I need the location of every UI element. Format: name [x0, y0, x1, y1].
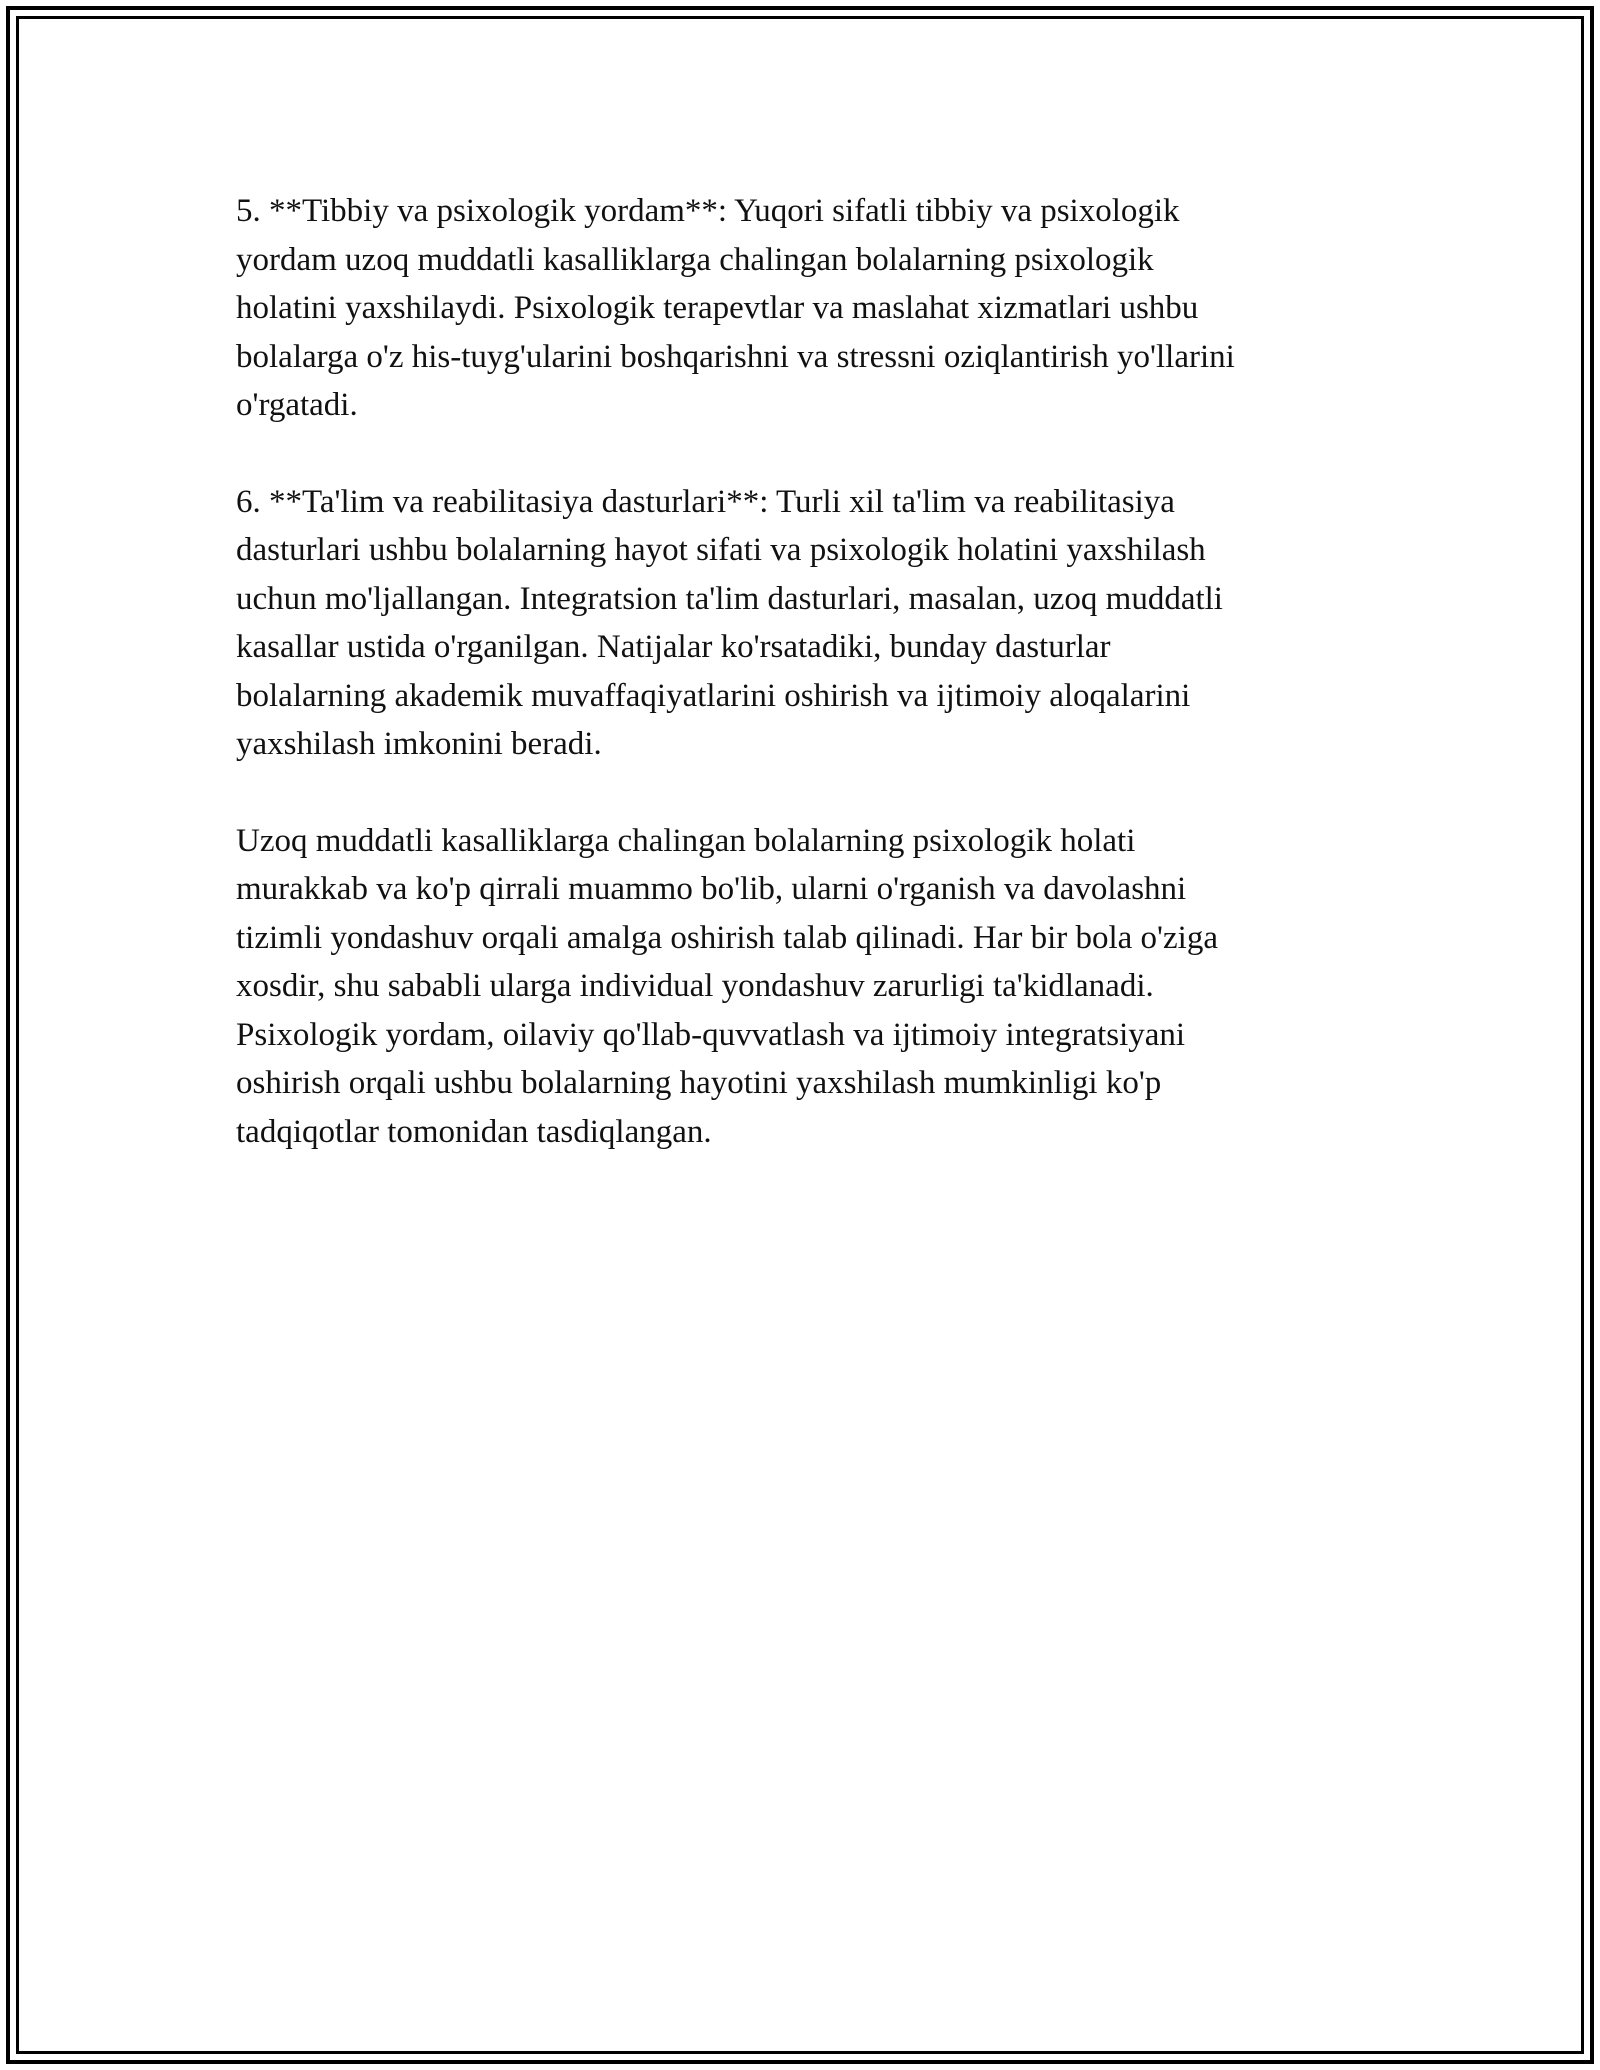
paragraph-education-rehabilitation-programs: 6. **Ta'lim va reabilitasiya dasturlari**: Turli xil ta'lim va reabilitasiya dasturlari ushbu bolalarning hayot sifati va psixologik holatini yaxshilash uchun mo'ljallangan. Integratsion ta'lim dasturlari, masalan, uzoq muddatli kasallar ustida o'rganilgan. Natijalar ko'rsatadiki, bunday dasturlar bolalarning akademik muvaffaqiyatlarini oshirish va ijtimoiy aloqalarini yaxshilash imkonini beradi.: [236, 483, 1223, 762]
document-body: [236, 187, 1356, 1204]
paragraph-conclusion: Uzoq muddatli kasalliklarga chalingan bolalarning psixologik holati murakkab va ko'p qirrali muammo bo'lib, ularni o'rganish va davolashni tizimli yondashuv orqali amalga oshirish talab qilinadi. Har bir bola o'ziga xosdir, shu sababli ularga individual yondashuv zarurligi ta'kidlanadi. Psixologik yordam, oilaviy qo'llab-quvvatlash va ijtimoiy integratsiyani oshirish orqali ushbu bolalarning hayotini yaxshilash mumkinligi ko'p tadqiqotlar tomonidan tasdiqlangan.: [236, 822, 1218, 1150]
paragraph-medical-psychological-help: 5. **Tibbiy va psixologik yordam**: Yuqori sifatli tibbiy va psixologik yordam uzoq muddatli kasalliklarga chalingan bolalarning psixologik holatini yaxshilaydi. Psixologik terapevtlar va maslahat xizmatlari ushbu bolalarga o'z his-tuyg'ularini boshqarishni va stressni oziqlantirish yo'llarini o'rgatadi.: [236, 193, 1235, 423]
